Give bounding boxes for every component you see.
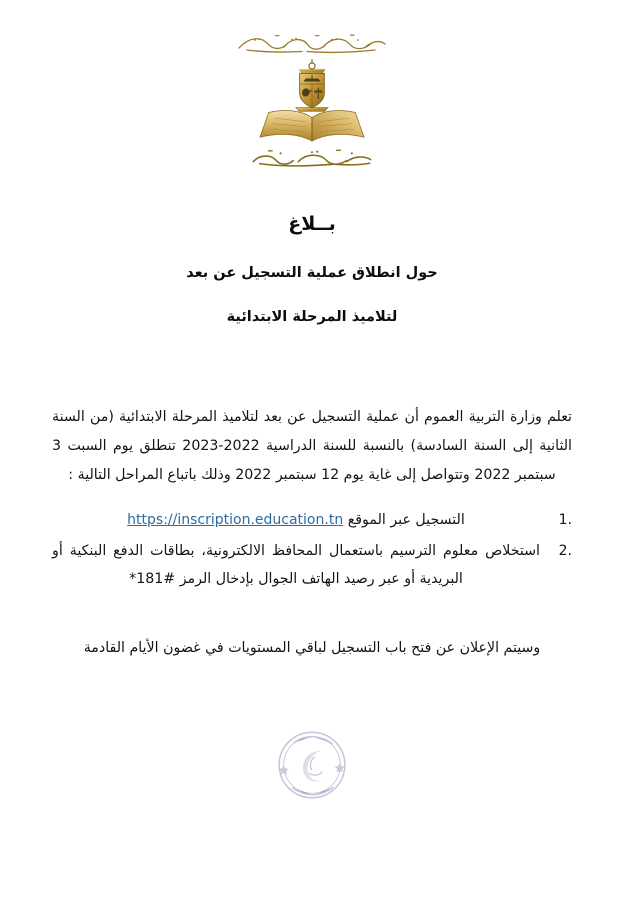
coat-of-arms-book-icon bbox=[250, 58, 374, 146]
list-item-marker: 2. bbox=[558, 542, 572, 559]
list-item bbox=[52, 537, 572, 594]
steps-list bbox=[52, 506, 572, 593]
official-stamp-area bbox=[52, 724, 572, 810]
intro-paragraph: تعلم وزارة التربية العموم أن عملية التسجيل عن بعد لتلاميذ المرحلة الابتدائية (من السنة الثانية إلى السنة السادسة) بالنسبة للسنة الدراسية 2022-2023 تنطلق يوم السبت 3 سبتمبر 2022 وتتواصل إلى غاية يوم 12 سبتمبر 2022 وذلك باتباع المراحل التالية : bbox=[52, 409, 572, 484]
list-item-marker: 1. bbox=[558, 512, 572, 529]
ministry-emblem bbox=[0, 0, 624, 169]
list-item bbox=[52, 506, 572, 534]
list-item-content bbox=[52, 537, 540, 594]
step-1-text: التسجيل عبر الموقع bbox=[347, 512, 465, 529]
page-subtitle-1: حول انطلاق عملية التسجيل عن بعد bbox=[186, 265, 438, 281]
official-stamp-icon bbox=[266, 724, 358, 806]
ussd-code: *181# bbox=[129, 571, 176, 588]
step-2-text: استخلاص معلوم الترسيم باستعمال المحافظ الالكترونية، بطاقات الدفع البنكية أو البريدية أو عبر رصيد الهاتف الجوال بإدخال الرمز bbox=[52, 542, 540, 588]
closing-paragraph: وسيتم الإعلان عن فتح باب التسجيل لباقي المستويات في غضون الأيام القادمة bbox=[83, 639, 541, 656]
registration-website-link[interactable]: https://inscription.education.tn bbox=[127, 512, 344, 529]
document-body bbox=[52, 403, 572, 810]
page-title: بــلاغ bbox=[288, 213, 336, 235]
list-item-content bbox=[52, 506, 540, 534]
page-subtitle-2: لتلاميذ المرحلة الابتدائية bbox=[226, 309, 398, 325]
ministry-name-calligraphy-icon bbox=[242, 147, 382, 169]
republic-calligraphy-icon bbox=[232, 30, 392, 56]
